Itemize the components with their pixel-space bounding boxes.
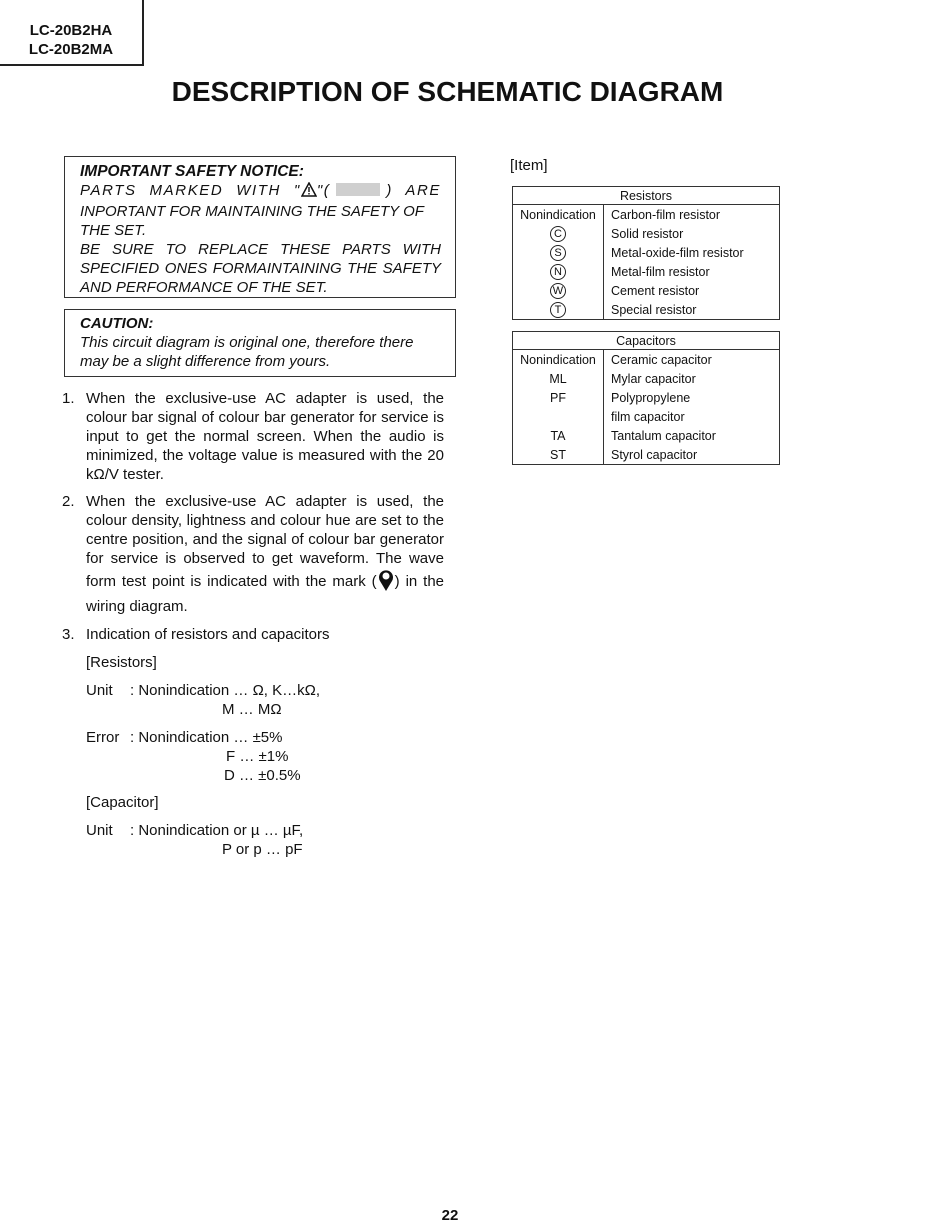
code-cell: PF	[513, 388, 604, 407]
caution-box	[64, 309, 456, 377]
model-number: LC-20B2MA	[28, 41, 114, 58]
caution-body: This circuit diagram is original one, therefore there may be a slight difference from yours.	[80, 334, 414, 370]
table-row	[513, 426, 780, 445]
list-text-part: ) in the wiring diagram.	[86, 573, 445, 615]
desc-cell: Cement resistor	[604, 281, 780, 300]
circled-code: S	[550, 245, 566, 261]
desc-cell: film capacitor	[604, 407, 780, 426]
error-line: : Nonindication … ±5%	[130, 729, 283, 746]
list-item	[62, 389, 444, 484]
item-label: [Item]	[510, 157, 548, 174]
desc-cell: Solid resistor	[604, 224, 780, 243]
list-text: Indication of resistors and capacitors	[86, 626, 330, 643]
safety-notice-text: "(	[316, 182, 331, 199]
capacitor-heading: [Capacitor]	[86, 794, 159, 811]
desc-cell: Styrol capacitor	[604, 445, 780, 465]
safety-notice-text: ) ARE	[386, 182, 441, 199]
circled-code: N	[550, 264, 566, 280]
desc-cell: Metal-film resistor	[604, 262, 780, 281]
table-row	[513, 224, 780, 243]
table-row	[513, 205, 780, 225]
code-cell	[513, 281, 604, 300]
desc-cell: Special resistor	[604, 300, 780, 320]
table-row	[513, 445, 780, 465]
safety-notice-line1	[80, 181, 441, 202]
safety-notice-body2: BE SURE TO REPLACE THESE PARTS WITH SPECIFIED ONES FORMAINTAINING THE SAFETY AND PERFORMANCE OF THE SET.	[80, 241, 441, 296]
safety-notice-body: INPORTANT FOR MAINTAINING THE SAFETY OF THE SET.	[80, 203, 424, 239]
error-line: F … ±1%	[226, 748, 289, 765]
unit-line: : Nonindication … Ω, K…kΩ,	[130, 682, 320, 699]
warning-triangle-icon	[301, 182, 317, 202]
desc-cell: Metal-oxide-film resistor	[604, 243, 780, 262]
list-text-part: When the exclusive-use AC adapter is used, the colour density, lightness and colour hue are set to the centre position, and the signal of colour bar generator for service is observed to get waveform. The wave form test point is indicated with the mark (	[86, 493, 444, 590]
page-title: DESCRIPTION OF SCHEMATIC DIAGRAM	[171, 76, 724, 107]
resistors-heading: [Resistors]	[86, 654, 157, 671]
cap-unit-line: : Nonindication or µ … µF,	[130, 822, 304, 839]
code-cell	[513, 262, 604, 281]
table-row	[513, 369, 780, 388]
table-header: Resistors	[513, 187, 780, 205]
table-row	[513, 300, 780, 320]
table-row	[513, 407, 780, 426]
list-text: When the exclusive-use AC adapter is used, the colour bar signal of colour bar generator for service is input to get the normal screen. When the audio is minimized, the voltage value is measured with the 20 kΩ/V tester.	[86, 390, 444, 483]
circled-code: W	[550, 283, 566, 299]
unit-label: Unit	[86, 682, 113, 699]
list-item	[62, 625, 444, 644]
desc-cell: Mylar capacitor	[604, 369, 780, 388]
code-cell: TA	[513, 426, 604, 445]
error-label: Error	[86, 729, 120, 746]
list-number: 2.	[62, 493, 75, 510]
model-number: LC-20B2HA	[29, 22, 113, 39]
test-point-icon	[377, 568, 395, 597]
circled-code: C	[550, 226, 566, 242]
table-row	[513, 388, 780, 407]
model-number-box	[0, 0, 144, 66]
safety-notice-title: IMPORTANT SAFETY NOTICE:	[80, 163, 304, 180]
desc-cell: Polypropylene	[604, 388, 780, 407]
desc-cell: Carbon-film resistor	[604, 205, 780, 225]
error-line: D … ±0.5%	[224, 767, 301, 784]
list-item	[62, 492, 444, 616]
table-row	[513, 350, 780, 370]
code-cell: Nonindication	[513, 350, 604, 370]
unit-line: M … MΩ	[222, 701, 282, 718]
code-cell: ST	[513, 445, 604, 465]
code-cell: ML	[513, 369, 604, 388]
table-row	[513, 243, 780, 262]
page-number: 22	[441, 1207, 459, 1224]
table-row	[513, 281, 780, 300]
code-cell	[513, 407, 604, 426]
code-cell	[513, 300, 604, 320]
desc-cell: Tantalum capacitor	[604, 426, 780, 445]
caution-title: CAUTION:	[80, 315, 154, 332]
list-number: 1.	[62, 390, 75, 407]
safety-notice-box	[64, 156, 456, 298]
desc-cell: Ceramic capacitor	[604, 350, 780, 370]
cap-unit-label: Unit	[86, 822, 113, 839]
list-text	[86, 492, 444, 616]
code-cell: Nonindication	[513, 205, 604, 225]
safety-notice-text: PARTS MARKED WITH "	[80, 182, 301, 199]
capacitors-table	[512, 331, 780, 465]
cap-unit-line: P or p … pF	[222, 841, 303, 858]
circled-code: T	[550, 302, 566, 318]
list-number: 3.	[62, 626, 75, 643]
table-row	[513, 262, 780, 281]
grey-shading-swatch	[336, 183, 380, 196]
code-cell	[513, 224, 604, 243]
table-header: Capacitors	[513, 332, 780, 350]
resistors-table	[512, 186, 780, 320]
code-cell	[513, 243, 604, 262]
